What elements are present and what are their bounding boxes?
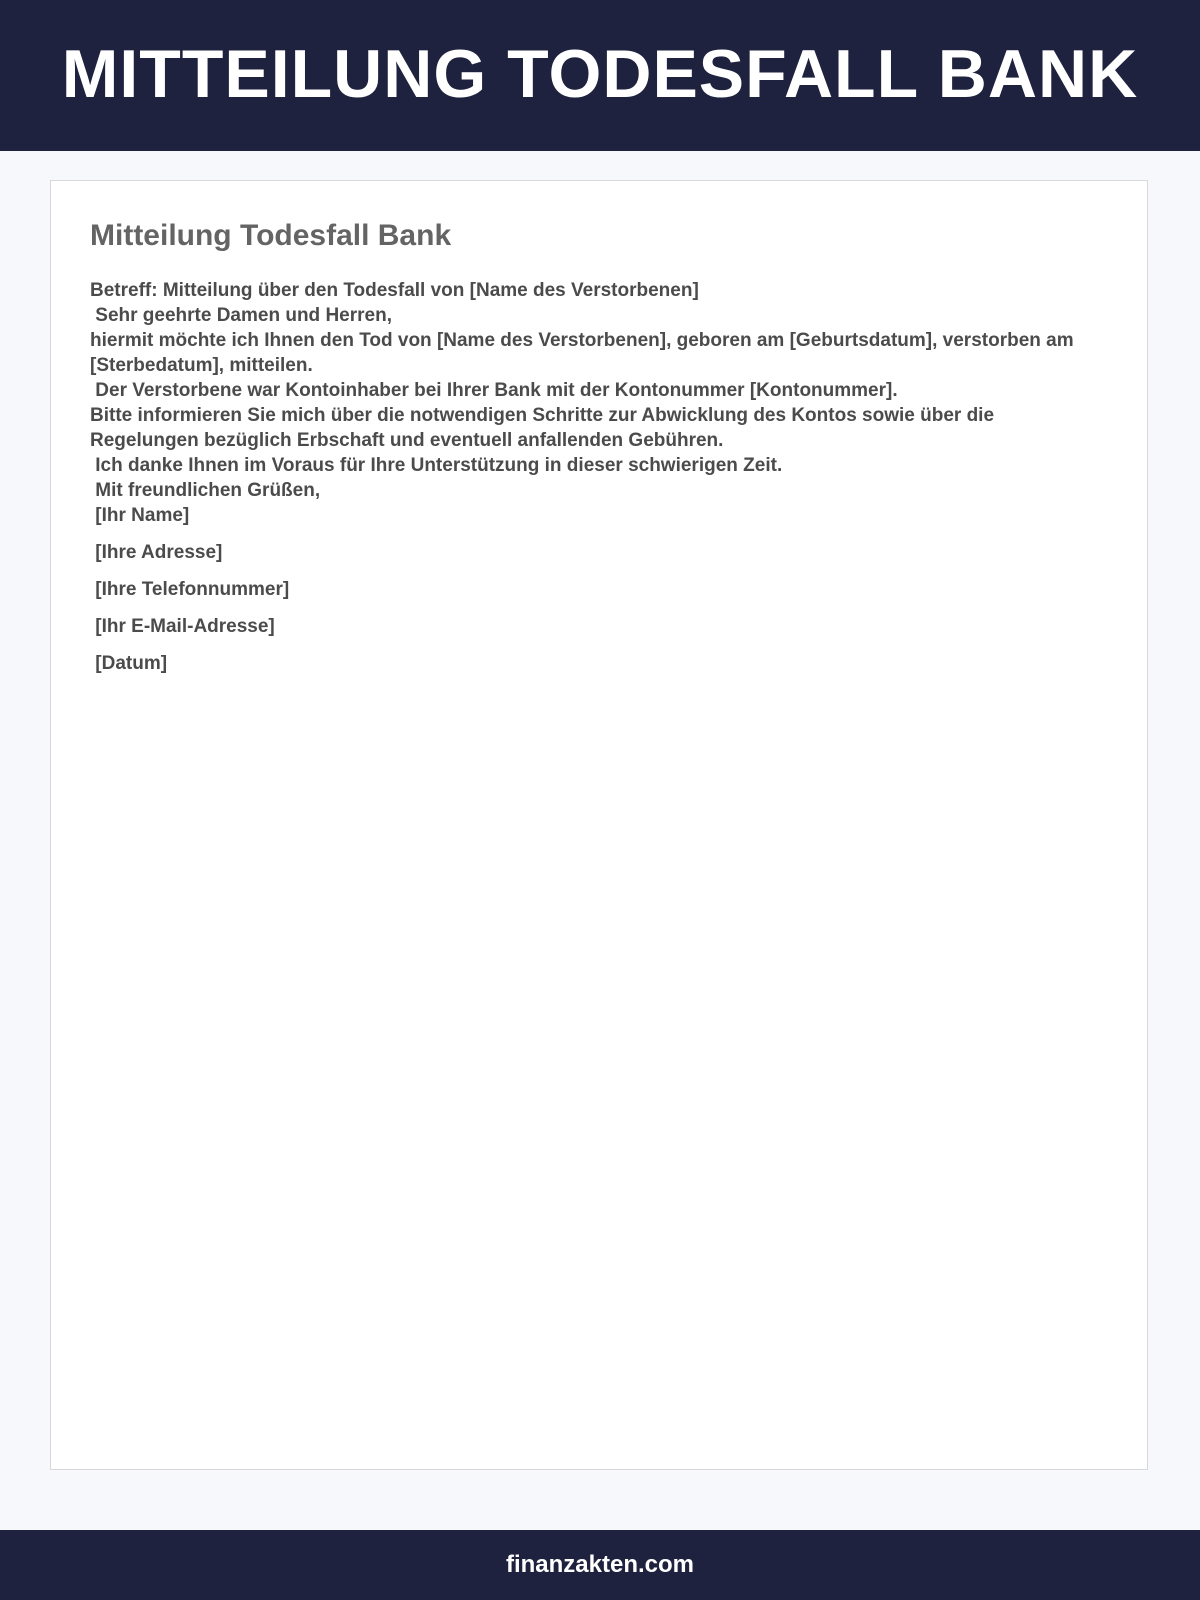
signature-name: [Ihr Name] [90,505,190,526]
letter-body [90,278,1100,676]
page-title: MITTEILUNG TODESFALL BANK [61,35,1139,112]
page-header [0,0,1200,151]
footer-site-name: finanzakten.com [505,1551,695,1578]
signature-phone: [Ihre Telefonnummer] [90,579,290,600]
closing: Mit freundlichen Grüßen, [90,480,321,501]
paragraph-thanks: Ich danke Ihnen im Voraus für Ihre Unterstützung in dieser schwierigen Zeit. [90,455,783,476]
page-footer [0,1530,1200,1600]
document-title: Mitteilung Todesfall Bank [90,219,452,252]
paragraph-request: Bitte informieren Sie mich über die notwendigen Schritte zur Abwicklung des Kontos sowie über die Regelungen bezüglich Erbschaft und eventuell anfallenden Gebühren. [90,405,1000,451]
paragraph-account: Der Verstorbene war Kontoinhaber bei Ihrer Bank mit der Kontonummer [Kontonummer]. [90,380,898,401]
letter-card [50,180,1148,1470]
signature-address: [Ihre Adresse] [90,542,223,563]
paragraph-notification: hiermit möchte ich Ihnen den Tod von [Name des Verstorbenen], geboren am [Geburtsdatum], verstorben am [Sterbedatum], mitteilen. [90,330,1079,376]
signature-email: [Ihr E-Mail-Adresse] [90,616,275,637]
subject-line: Betreff: Mitteilung über den Todesfall von [Name des Verstorbenen] [90,280,699,301]
salutation: Sehr geehrte Damen und Herren, [90,305,392,326]
signature-date: [Datum] [90,653,168,674]
